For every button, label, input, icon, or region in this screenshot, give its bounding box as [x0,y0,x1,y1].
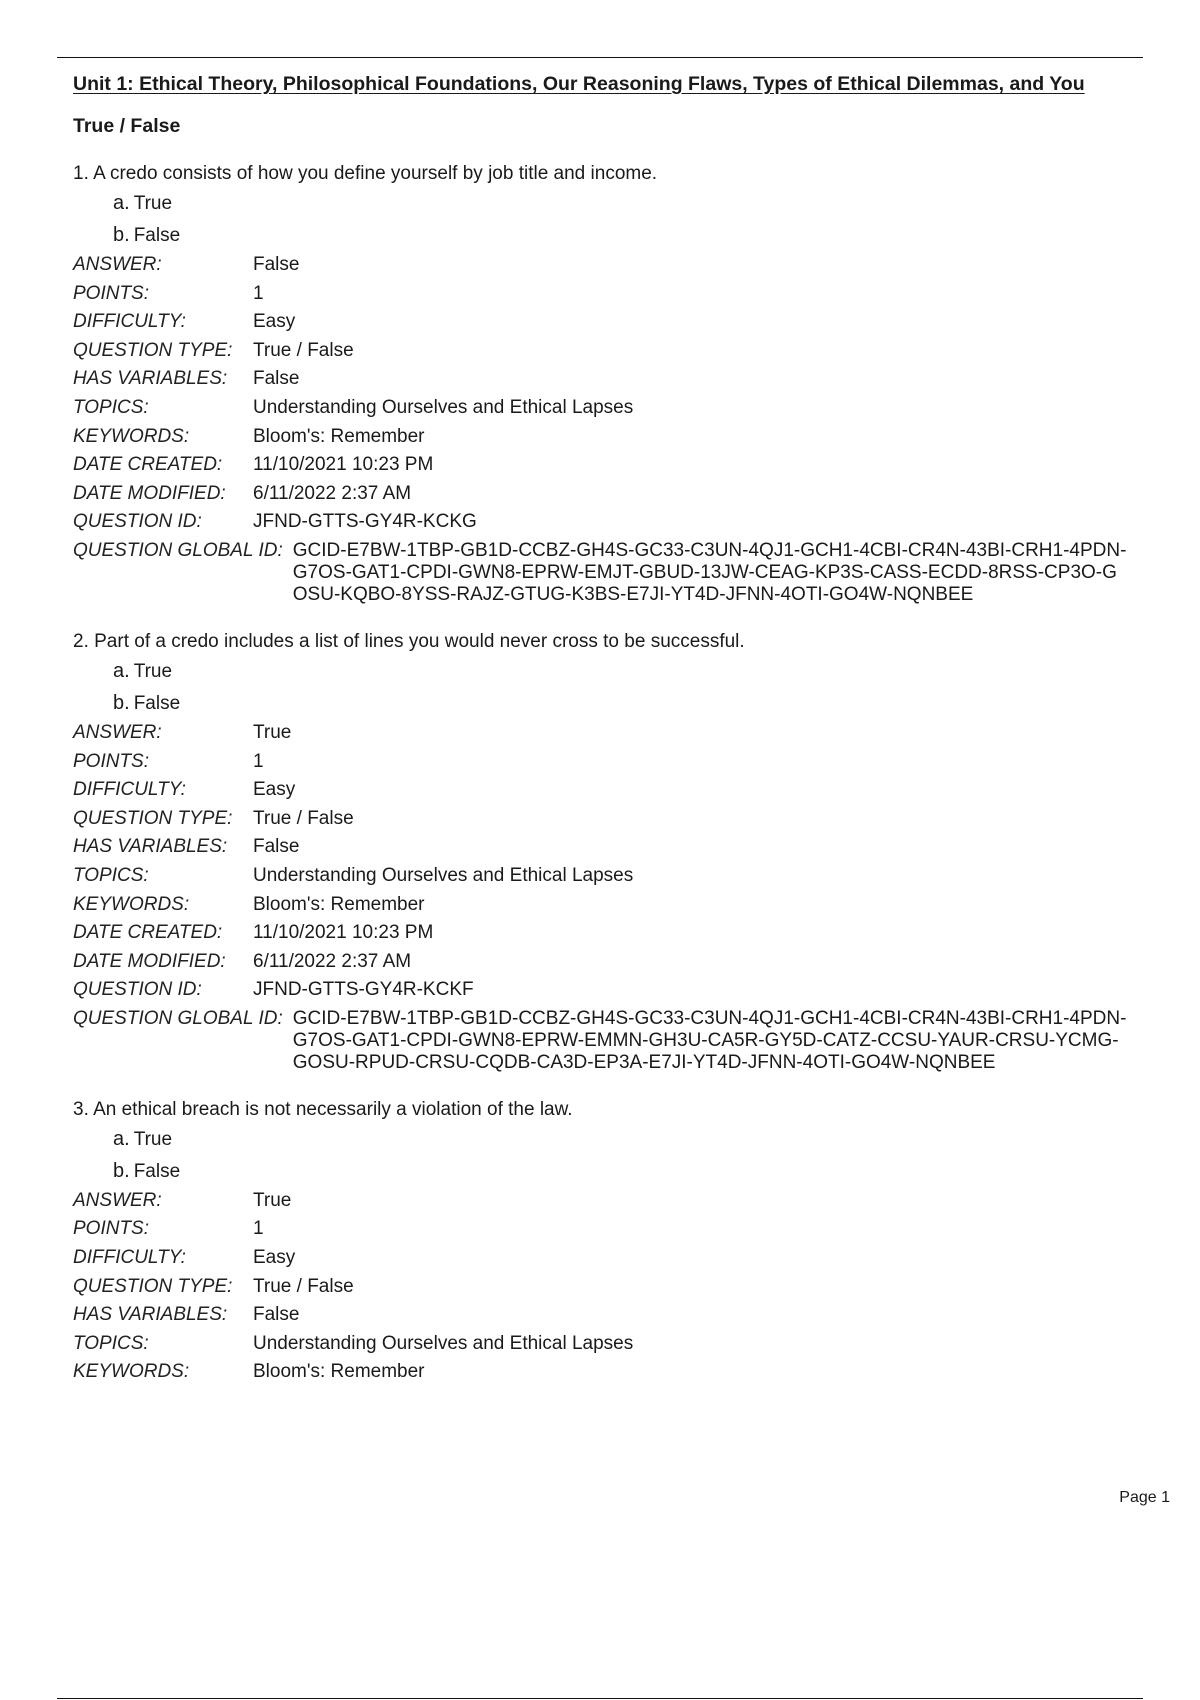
option-text: False [133,692,181,714]
option-text: True [133,660,173,682]
date-modified-value: 6/11/2022 2:37 AM [253,482,412,504]
has-variables-value: False [253,1304,300,1326]
answer-value: True [253,721,292,743]
difficulty-value: Easy [253,1247,296,1269]
option-a [73,655,1133,687]
date-modified-label: DATE MODIFIED: [73,482,226,504]
question-id-label: QUESTION ID: [73,511,202,533]
page-content [73,71,1133,1410]
date-modified-label: DATE MODIFIED: [73,950,226,972]
question-metadata [73,1187,633,1387]
question-1 [73,161,1133,606]
question-type-value: True / False [253,1275,354,1297]
question-id-value: JFND-GTTS-GY4R-KCKG [253,511,477,533]
option-b [73,219,1133,251]
topics-label: TOPICS: [73,864,149,886]
points-value: 1 [253,1218,264,1240]
option-text: True [133,193,173,214]
answer-options [73,1123,1133,1187]
date-created-value: 11/10/2021 10:23 PM [253,922,434,944]
option-text: True [133,1128,173,1150]
top-rule [57,57,1143,58]
points-value: 1 [253,750,264,772]
keywords-label: KEYWORDS: [73,1361,190,1383]
points-value: 1 [253,282,264,304]
has-variables-value: False [253,368,300,390]
question-stem: 2. Part of a credo includes a list of lines you would never cross to be successful. [73,630,745,652]
question-metadata [73,719,633,1005]
keywords-label: KEYWORDS: [73,893,190,915]
question-2 [73,629,1133,1074]
difficulty-value: Easy [253,779,296,801]
question-type-label: QUESTION TYPE: [73,1275,233,1297]
option-letter: b. [113,224,130,246]
points-label: POINTS: [73,750,150,772]
question-global-id-value: GCID-E7BW-1TBP-GB1D-CCBZ-GH4S-GC33-C3UN-4QJ1-GCH1-4CBI-CR4N-43BI-CRH1-4PDN-G7OS-GAT1-CPDI-GWN8-EPRW-EMMN-GH3U-CA5R-GY5D-CATZ-CCSU-YAUR-CRSU-YCMG-GOSU-RPUD-CRSU-CQDB-CA3D-EP3A-E7JI-YT4D-JFNN-4OTI-GO4W-NQNBEE [292,1007,1127,1073]
question-global-id [73,1005,1128,1074]
answer-label: ANSWER: [73,254,162,275]
question-metadata [73,251,633,537]
topics-value: Understanding Ourselves and Ethical Lapses [253,864,634,886]
question-global-id-label: QUESTION GLOBAL ID: [73,1007,283,1029]
topics-value: Understanding Ourselves and Ethical Lapses [253,396,634,418]
has-variables-label: HAS VARIABLES: [73,368,228,390]
topics-label: TOPICS: [73,1332,149,1354]
answer-value: True [253,1189,292,1211]
keywords-value: Bloom's: Remember [253,893,425,915]
unit-title: Unit 1: Ethical Theory, Philosophical Foundations, Our Reasoning Flaws, Types of Ethical Dilemmas, and You [73,73,1085,95]
difficulty-label: DIFFICULTY: [73,779,186,801]
option-a [73,187,1133,219]
topics-value: Understanding Ourselves and Ethical Lapses [253,1332,634,1354]
question-global-id [73,537,1128,606]
question-stem: 3. An ethical breach is not necessarily a violation of the law. [73,1098,573,1120]
difficulty-label: DIFFICULTY: [73,1247,186,1269]
option-text: False [133,1160,181,1182]
points-label: POINTS: [73,282,150,304]
date-created-label: DATE CREATED: [73,922,223,944]
answer-label: ANSWER: [73,1189,162,1211]
has-variables-value: False [253,836,300,858]
answer-label: ANSWER: [73,721,162,743]
option-text: False [133,225,181,246]
date-modified-value: 6/11/2022 2:37 AM [253,950,412,972]
question-3 [73,1097,1133,1387]
option-letter: b. [113,691,130,714]
question-type-label: QUESTION TYPE: [73,807,233,829]
has-variables-label: HAS VARIABLES: [73,1304,228,1326]
answer-options [73,187,1133,251]
topics-label: TOPICS: [73,396,149,418]
question-type-value: True / False [253,807,354,829]
keywords-value: Bloom's: Remember [253,425,425,447]
date-created-label: DATE CREATED: [73,454,223,476]
option-a [73,1123,1133,1155]
keywords-value: Bloom's: Remember [253,1361,425,1383]
question-stem: 1. A credo consists of how you define yourself by job title and income. [73,163,658,184]
question-id-label: QUESTION ID: [73,979,202,1001]
date-created-value: 11/10/2021 10:23 PM [253,454,434,476]
option-b [73,687,1133,719]
option-b [73,1155,1133,1187]
difficulty-value: Easy [253,311,296,333]
answer-value: False [253,254,300,275]
option-letter: a. [113,192,130,214]
option-letter: a. [113,659,130,682]
points-label: POINTS: [73,1218,150,1240]
question-global-id-value: GCID-E7BW-1TBP-GB1D-CCBZ-GH4S-GC33-C3UN-4QJ1-GCH1-4CBI-CR4N-43BI-CRH1-4PDN-G7OS-GAT1-CPDI-GWN8-EPRW-EMJT-GBUD-13JW-CEAG-KP3S-CASS-ECDD-8RSS-CP3O-GOSU-KQBO-8YSS-RAJZ-GTUG-K3BS-E7JI-YT4D-JFNN-4OTI-GO4W-NQNBEE [292,539,1127,605]
question-global-id-label: QUESTION GLOBAL ID: [73,539,283,561]
page-number: Page 1 [1119,1489,1170,1506]
question-type-value: True / False [253,339,354,361]
question-type-label: QUESTION TYPE: [73,339,233,361]
option-letter: a. [113,1127,130,1150]
answer-options [73,655,1133,719]
bottom-rule [57,1698,1143,1699]
question-id-value: JFND-GTTS-GY4R-KCKF [253,979,474,1001]
option-letter: b. [113,1159,130,1182]
has-variables-label: HAS VARIABLES: [73,836,228,858]
difficulty-label: DIFFICULTY: [73,311,186,333]
keywords-label: KEYWORDS: [73,425,190,447]
section-title: True / False [73,115,181,137]
